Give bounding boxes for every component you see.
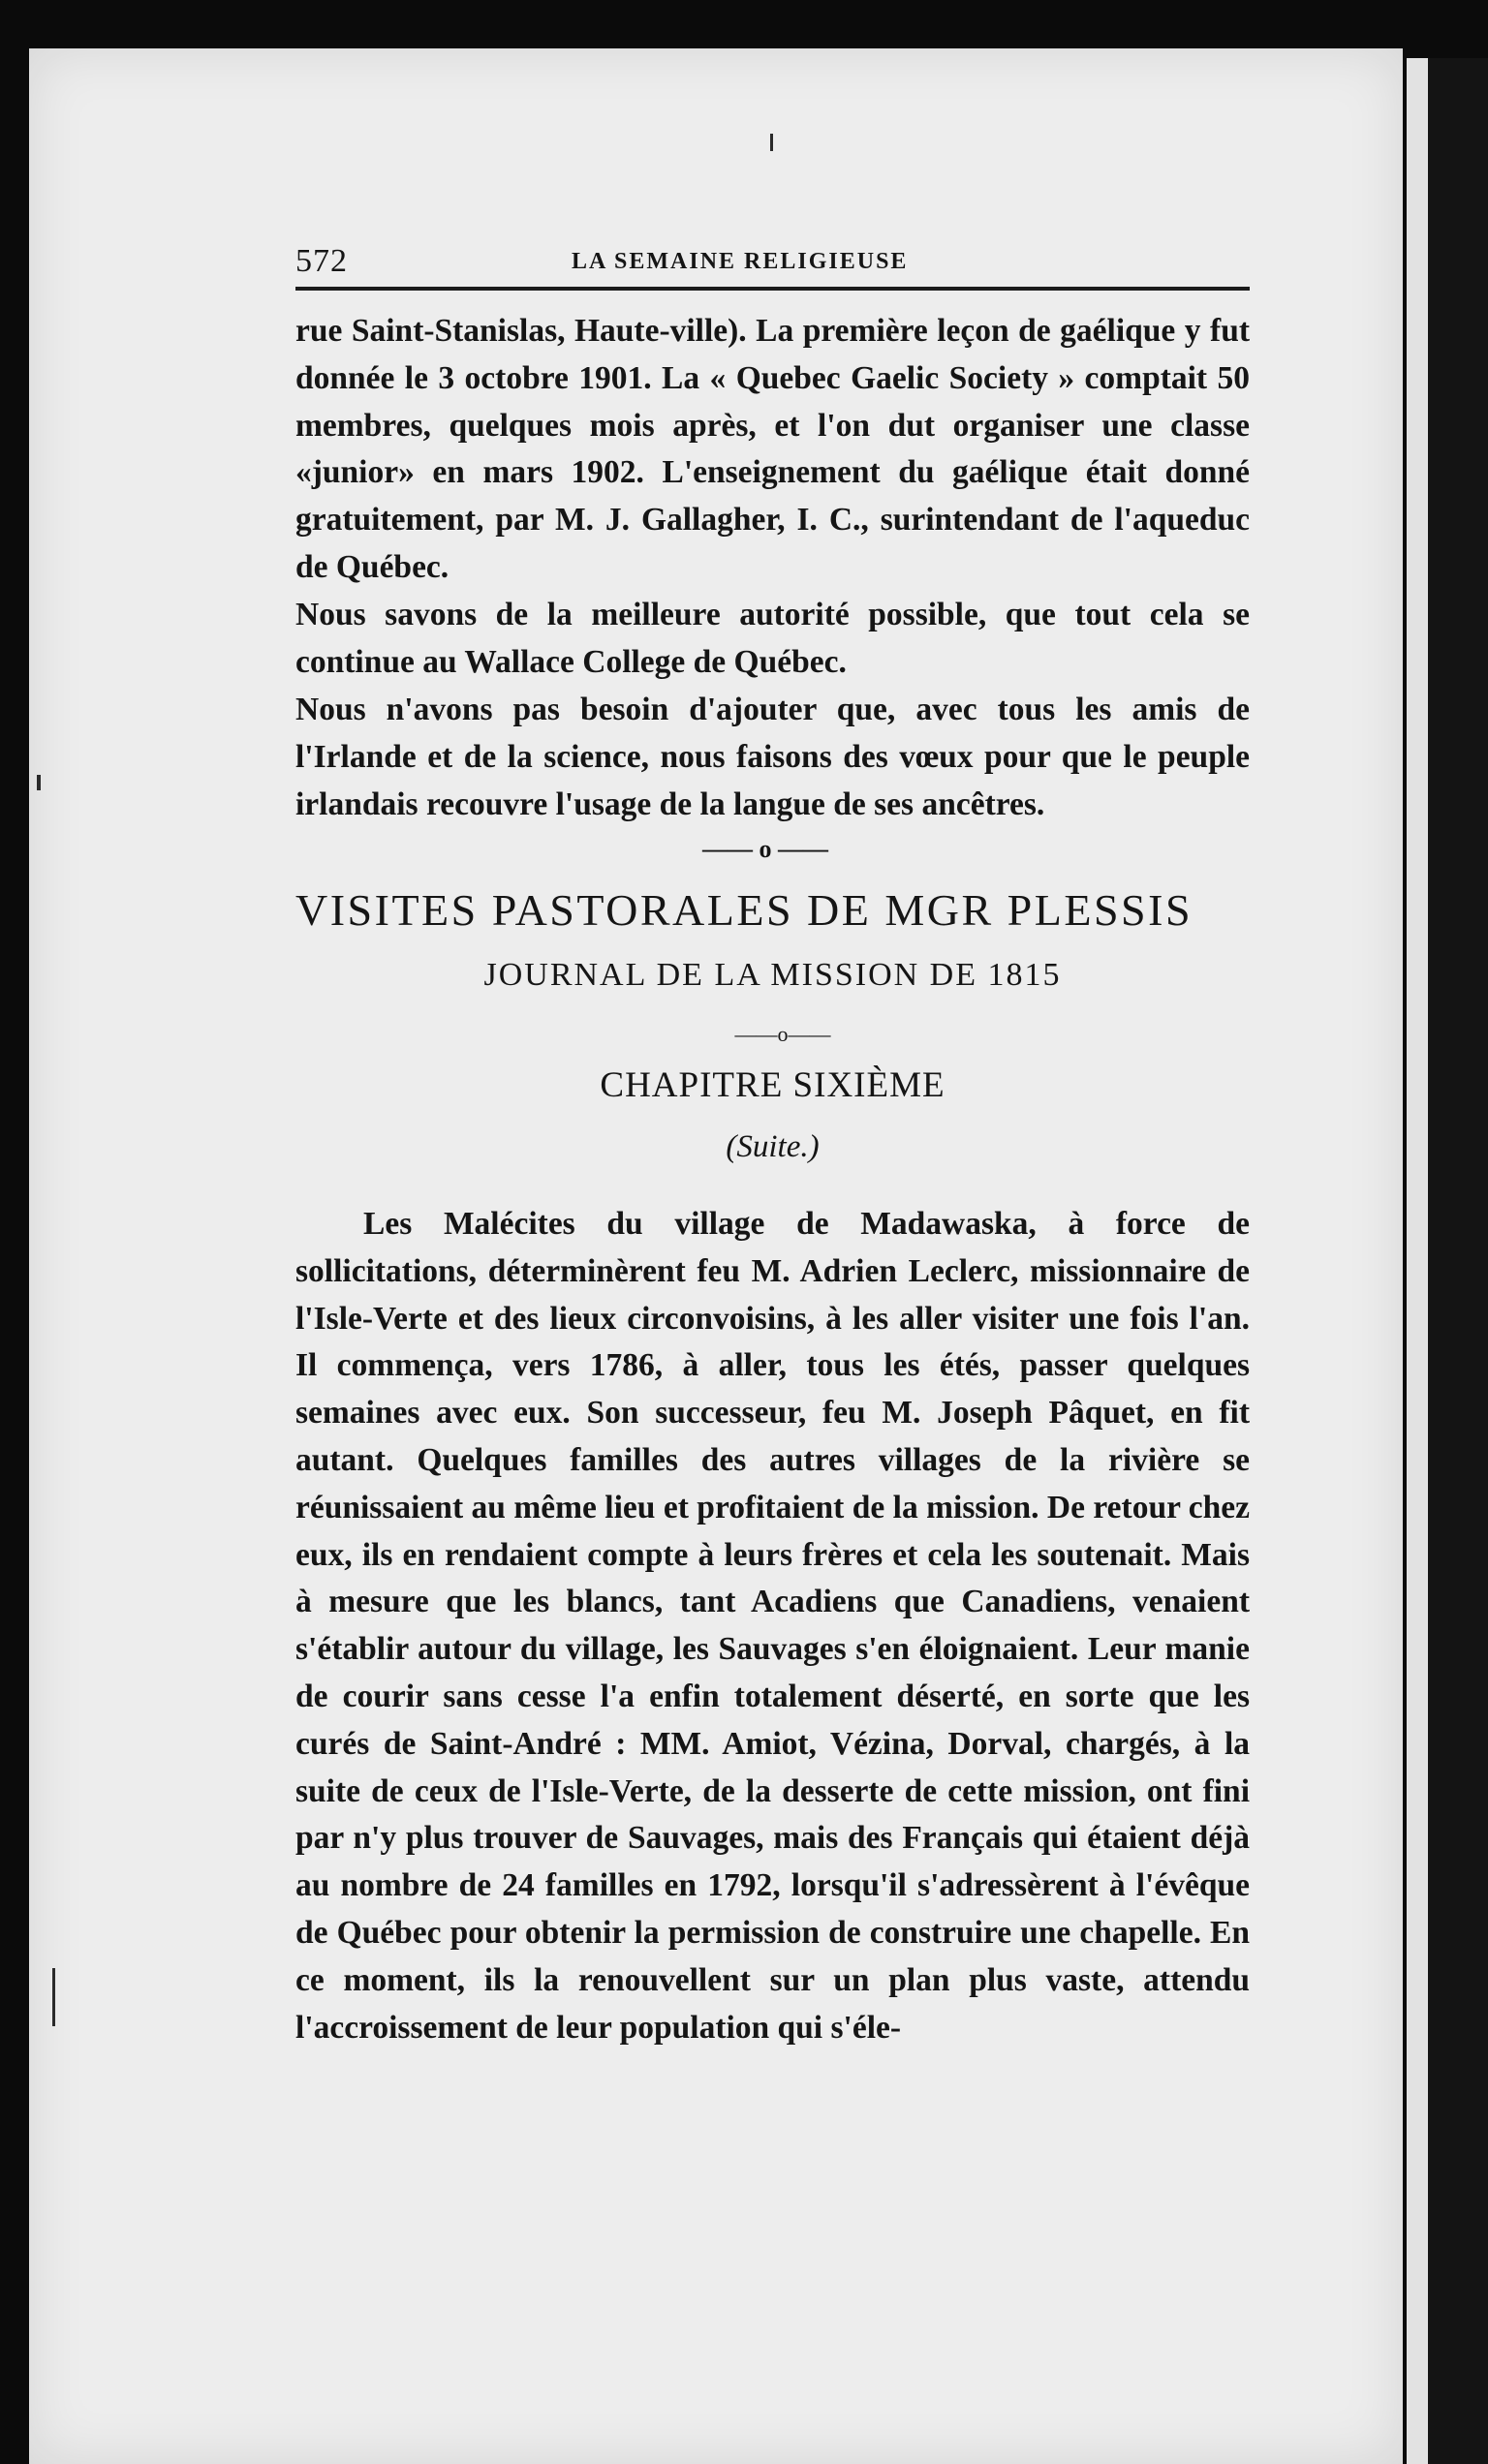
- gutter-shadow: [1428, 58, 1488, 2464]
- running-header: [295, 237, 1250, 286]
- header-rule: [295, 287, 1250, 291]
- article-title: VISITES PASTORALES DE MGR PLESSIS: [295, 885, 1194, 935]
- chapter-divider: ——o——: [734, 1022, 831, 1046]
- chapter-title: CHAPITRE SIXIÈME: [600, 1065, 946, 1105]
- running-title: LA SEMAINE RELIGIEUSE: [572, 249, 909, 274]
- chapter-continuation-note: (Suite.): [726, 1129, 820, 1164]
- section-divider: —— o ——: [702, 835, 828, 863]
- scan-speck: [770, 134, 773, 151]
- paragraph-madawaska-mission: Les Malécites du village de Madawaska, à force de sollicitations, déterminèrent feu M. Adrien Leclerc, missionnaire de l'Isle-Verte et des lieux circonvoisins, à les aller visiter une fois l'an. Il commença, vers 1786, à aller, tous les étés, passer quelques semaines avec eux. Son successeur, feu M. Joseph Pâquet, en fit autant. Quelques familles des autres villages de la rivière se réunissaient au même lieu et profitaient de la mission. De retour chez eux, ils en rendaient compte à leurs frères et cela les soutenait. Mais à mesure que les blancs, tant Acadiens que Canadiens, venaient s'établir autour du village, les Sauvages s'en éloignaient. Leur manie de courir sans cesse l'a enfin totalement déserté, en sorte que les curés de Saint-André : MM. Amiot, Vézina, Dorval, chargés, à la suite de ceux de l'Isle-Verte, de la desserte de cette mission, ont fini par n'y plus trouver de Sauvages, mais des Français qui étaient déjà au nombre de 24 familles en 1792, lorsqu'il s'adressèrent à l'évêque de Québec pour obtenir la permission de construire une chapelle. En ce moment, ils la renouvellent sur un plan plus vaste, attendu l'accroissement de leur population qui s'éle-: [295, 1206, 1250, 2046]
- paragraph-gaelic-society: rue Saint-Stanislas, Haute-ville). La première leçon de gaélique y fut donnée le 3 octobre 1901. La « Quebec Gaelic Society » comptait 50 membres, quelques mois après, et l'on dut organiser une classe «junior» en mars 1902. L'enseignement du gaélique était donné gratuitement, par M. J. Gallagher, I. C., surintendant de l'aqueduc de Québec.: [295, 313, 1250, 585]
- paragraph-irish-wishes: Nous n'avons pas besoin d'ajouter que, avec tous les amis de l'Irlande et de la science, nous faisons des vœux pour que le peuple irlandais recouvre l'usage de la langue de ses ancêtres.: [295, 692, 1250, 822]
- paragraph-wallace-college: Nous savons de la meilleure autorité possible, que tout cela se continue au Wallace College de Québec.: [295, 597, 1250, 680]
- scan-speck: [52, 1968, 55, 2026]
- scan-speck: [37, 775, 41, 790]
- article-subtitle: JOURNAL DE LA MISSION DE 1815: [483, 957, 1062, 993]
- page-number: 572: [295, 243, 348, 279]
- adjacent-page-edge: [1407, 58, 1428, 2464]
